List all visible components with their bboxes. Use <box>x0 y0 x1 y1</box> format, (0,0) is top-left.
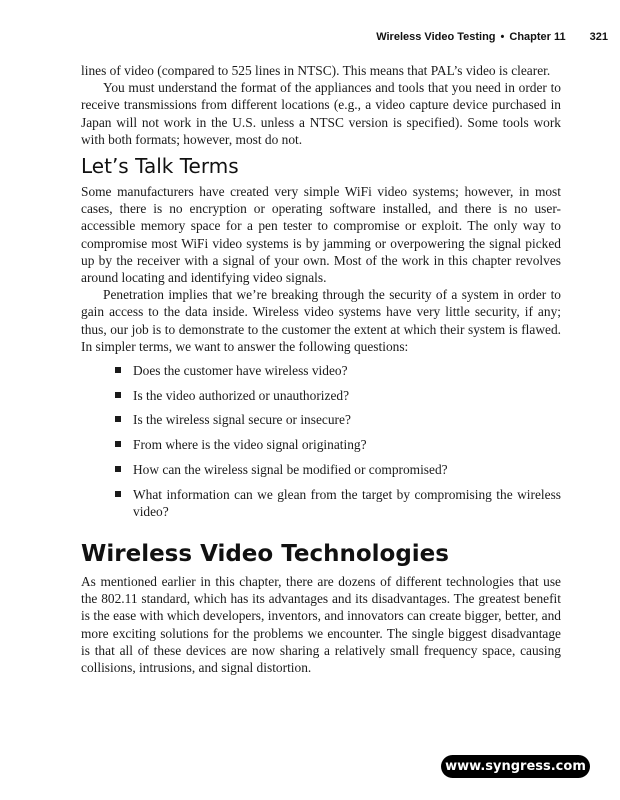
intro-paragraph-2: You must understand the format of the appliances and tools that you need in order to receive transmissions from different locations (e.g., a video capture device purchased in Japan will not work in the U.S. unless a NTSC version is specified). Some tools work with both formats; however, most do not. <box>81 80 561 147</box>
list-item-text: Is the video authorized or unauthorized? <box>133 387 350 403</box>
square-bullet-icon <box>115 416 121 422</box>
page-number: 321 <box>589 31 608 43</box>
question-list <box>81 362 561 520</box>
list-item <box>81 486 561 520</box>
square-bullet-icon <box>115 491 121 497</box>
square-bullet-icon <box>115 367 121 373</box>
list-item <box>81 411 561 428</box>
list-item-text: Is the wireless signal secure or insecure? <box>133 412 351 428</box>
square-bullet-icon <box>115 392 121 398</box>
list-item-text: How can the wireless signal be modified or compromised? <box>133 461 448 477</box>
list-item-text: From where is the video signal originating? <box>133 437 367 453</box>
technologies-paragraph: As mentioned earlier in this chapter, there are dozens of different technologies that use the 802.11 standard, which has its advantages and its disadvantages. The greatest benefit is the ease with which developers, inventors, and innovators can create bigger, better, and more exciting solutions for the problems we encounter. The single biggest disadvantage is that all of these devices are now sharing a relatively small frequency space, causing collisions, intrusions, and signal distortion. <box>81 573 561 675</box>
square-bullet-icon <box>115 466 121 472</box>
page-body <box>81 62 561 676</box>
list-item <box>81 362 561 379</box>
running-head-separator: • <box>500 31 505 43</box>
running-head <box>0 31 608 43</box>
terms-paragraph-1: Some manufacturers have created very simple WiFi video systems; however, in most cases, there is no encryption or operating software installed, and there is no user-accessible memory space for a pen tester to compromise or exploit. The only way to compromise most WiFi video systems is by jamming or overpowering the signal picked up by the receiver with a signal of your own. Most of the work in this chapter revolves around locating and identifying video signals. <box>81 184 561 286</box>
intro-paragraph-1: lines of video (compared to 525 lines in NTSC). This means that PAL’s video is clearer. <box>81 63 551 78</box>
website-badge[interactable]: www.syngress.com <box>441 755 590 778</box>
running-head-title: Wireless Video Testing <box>376 31 496 43</box>
terms-paragraph-2: Penetration implies that we’re breaking through the security of a system in order to gain access to the data inside. Wireless video systems have very little security, if any; thus, our job is to demonstrate to the customer the extent at which their system is flawed. In simpler terms, we want to answer the following questions: <box>81 287 561 354</box>
list-item-text: Does the customer have wireless video? <box>133 363 348 379</box>
list-item <box>81 461 561 478</box>
running-head-chapter: Chapter 11 <box>509 31 566 43</box>
section-heading-technologies: Wireless Video Technologies <box>81 540 449 567</box>
list-item-text: What information can we glean from the target by compromising the wireless video? <box>133 486 561 519</box>
list-item <box>81 436 561 453</box>
section-heading-terms: Let’s Talk Terms <box>81 154 239 179</box>
square-bullet-icon <box>115 441 121 447</box>
list-item <box>81 387 561 404</box>
